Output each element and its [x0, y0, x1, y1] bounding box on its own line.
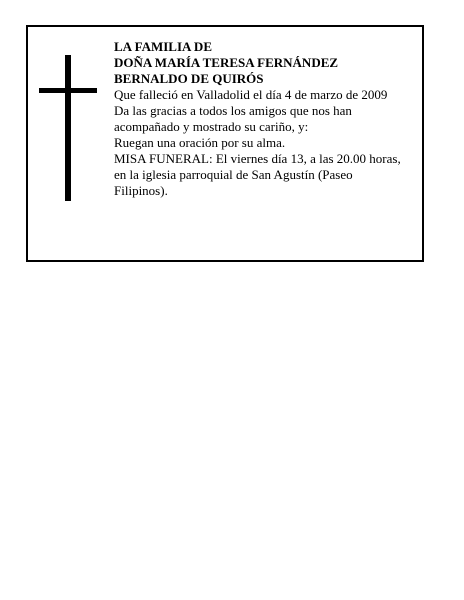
heading-line: DOÑA MARÍA TERESA FERNÁNDEZ	[114, 55, 339, 70]
body-line: acompañado y mostrado su cariño, y:	[114, 119, 309, 134]
body-line: MISA FUNERAL: El viernes día 13, a las 20.00 horas,	[114, 151, 401, 166]
cross-horizontal-bar	[39, 88, 97, 93]
cross-vertical-bar	[65, 55, 71, 201]
heading-line: LA FAMILIA DE	[114, 39, 212, 54]
body-line: Ruegan una oración por su alma.	[114, 135, 286, 150]
obituary-notice	[26, 25, 424, 262]
body-line: Que falleció en Valladolid el día 4 de marzo de 2009	[114, 87, 388, 102]
body-line: Da las gracias a todos los amigos que nos han	[114, 103, 352, 118]
notice-text	[114, 39, 418, 199]
cross-icon	[36, 55, 98, 201]
body-line: Filipinos).	[114, 183, 168, 198]
heading-line: BERNALDO DE QUIRÓS	[114, 71, 264, 86]
body-line: en la iglesia parroquial de San Agustín (Paseo	[114, 167, 353, 182]
